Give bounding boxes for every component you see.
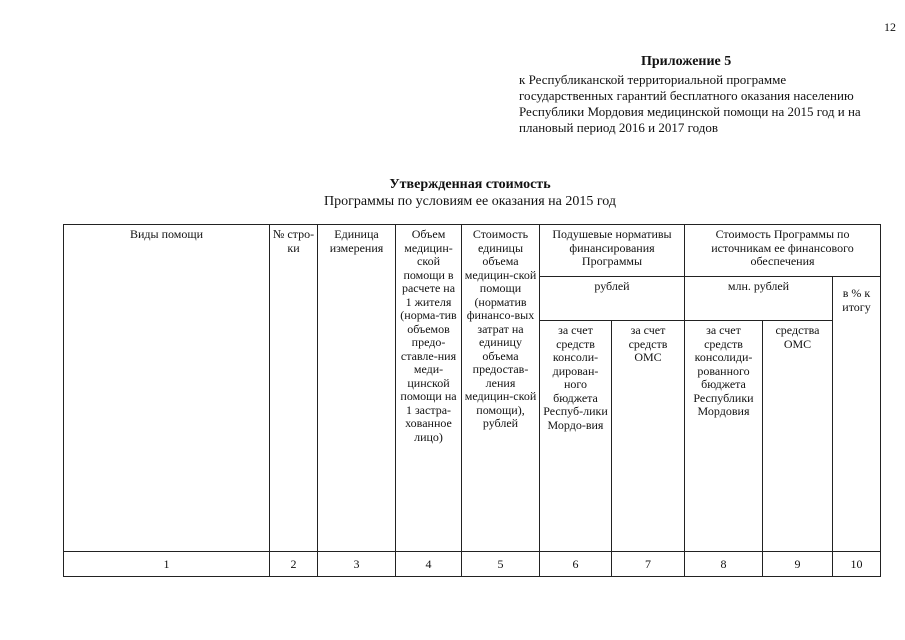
column-number: 7 xyxy=(612,552,685,577)
header-row-number: № стро-ки xyxy=(270,225,318,552)
column-number: 2 xyxy=(270,552,318,577)
header-mln-rubles: млн. рублей xyxy=(685,277,833,321)
heading-subtitle: Программы по условиям ее оказания на 2015 год xyxy=(323,194,616,209)
header-program-cost: Стоимость Программы по источникам ее финансового обеспечения xyxy=(685,225,881,277)
header-oms-normative: за счет средств ОМС xyxy=(612,321,685,552)
page-number: 12 xyxy=(884,20,896,34)
cost-table xyxy=(63,224,881,577)
column-number: 1 xyxy=(64,552,270,577)
header-oms-cost: средства ОМС xyxy=(763,321,833,552)
header-per-capita-normatives: Подушевые нормативы финансирования Программы xyxy=(540,225,685,277)
header-rubles: рублей xyxy=(540,277,685,321)
appendix-title: Приложение 5 xyxy=(641,54,732,69)
header-unit: Единица измерения xyxy=(318,225,396,552)
document-heading xyxy=(0,176,905,210)
column-number: 4 xyxy=(396,552,462,577)
appendix-text: к Республиканской территориальной программе государственных гарантий бесплатного оказания населению Республики Мордовия медицинской помощи на 2015 год и на плановый период 2016 и 2017 годов xyxy=(519,72,861,135)
header-care-types: Виды помощи xyxy=(64,225,270,552)
header-unit-cost: Стоимость единицы объема медицин-ской помощи (норматив финансо-вых затрат на единицу объема предостав-ления медицин-ской помощи), рублей xyxy=(462,225,540,552)
header-budget-normative: за счет средств консоли-дирован-ного бюджета Респуб-лики Мордо-вия xyxy=(540,321,612,552)
header-budget-cost: за счет средств консолиди-рованного бюджета Республики Мордовия xyxy=(685,321,763,552)
appendix-block xyxy=(519,54,879,136)
column-number: 6 xyxy=(540,552,612,577)
header-volume-per-capita: Объем медицин-ской помощи в расчете на 1 жителя (норма-тив объемов предо-ставле-ния меди-цинской помощи на 1 застра-хованное лицо) xyxy=(396,225,462,552)
column-numbers-row xyxy=(64,552,881,577)
column-number: 5 xyxy=(462,552,540,577)
column-number: 8 xyxy=(685,552,763,577)
column-number: 9 xyxy=(763,552,833,577)
column-number: 3 xyxy=(318,552,396,577)
heading-title: Утвержденная стоимость xyxy=(389,177,551,192)
column-number: 10 xyxy=(833,552,881,577)
header-percent-of-total: в % к итогу xyxy=(833,277,881,552)
